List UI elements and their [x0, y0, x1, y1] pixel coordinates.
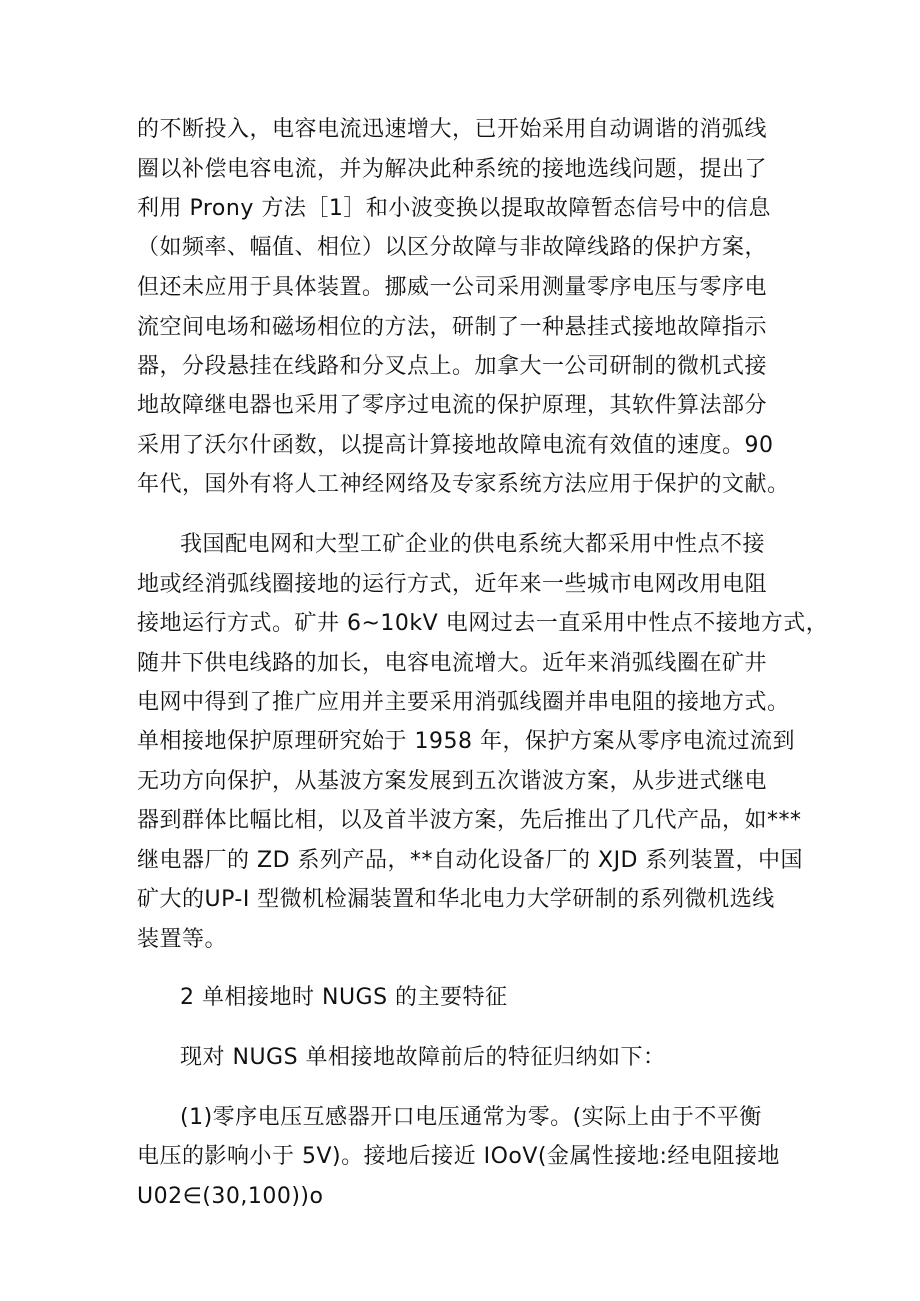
item-1-line-3: U02∈(30,100))o — [137, 1184, 324, 1209]
paragraph-2-line-1: 我国配电网和大型工矿企业的供电系统大都采用中性点不接 — [180, 532, 766, 557]
paragraph-2-line-5: 电网中得到了推广应用并主要采用消弧线圈并串电阻的接地方式。 — [137, 690, 790, 715]
paragraph-1-line-7: 器，分段悬挂在线路和分叉点上。加拿大一公司研制的微机式接 — [137, 354, 768, 379]
item-1-line-1: (1)零序电压互感器开口电压通常为零。(实际上由于不平衡 — [180, 1105, 762, 1130]
paragraph-2-line-10: 矿大的UP-I 型微机检漏装置和华北电力大学研制的系列微机选线 — [137, 887, 775, 912]
paragraph-2-line-9: 继电器厂的 ZD 系列产品，**自动化设备厂的 XJD 系列装置，中国 — [137, 848, 803, 873]
paragraph-2-line-7: 无功方向保护，从基波方案发展到五次谐波方案，从步进式继电 — [137, 769, 768, 794]
paragraph-1-line-10: 年代，国外有将人工神经网络及专家系统方法应用于保护的文献。 — [137, 472, 790, 497]
paragraph-1-line-3: 利用 Prony 方法［1］和小波变换以提取故障暂态信号中的信息 — [137, 196, 771, 221]
paragraph-1-line-1: 的不断投入，电容电流迅速增大，已开始采用自动调谐的消弧线 — [137, 117, 768, 142]
paragraph-2-line-2: 地或经消弧线圈接地的运行方式，近年来一些城市电网改用电阻 — [137, 572, 768, 597]
paragraph-2-line-11: 装置等。 — [137, 927, 228, 952]
paragraph-1-line-8: 地故障继电器也采用了零序过电流的保护原理，其软件算法部分 — [137, 393, 768, 418]
paragraph-1-line-2: 圈以补偿电容电流，并为解决此种系统的接地选线问题，提出了 — [137, 157, 768, 182]
item-1-line-2: 电压的影响小于 5V)。接地后接近 IOoV(金属性接地:经电阻接地 — [137, 1144, 780, 1169]
paragraph-1-line-6: 流空间电场和磁场相位的方法，研制了一种悬挂式接地故障指示 — [137, 315, 768, 340]
section-heading: 2 单相接地时 NUGS 的主要特征 — [180, 985, 508, 1010]
paragraph-1-line-5: 但还未应用于具体装置。挪威一公司采用测量零序电压与零序电 — [137, 275, 768, 300]
paragraph-2-line-4: 随井下供电线路的加长，电容电流增大。近年来消弧线圈在矿井 — [137, 651, 768, 676]
paragraph-2-line-6: 单相接地保护原理研究始于 1958 年，保护方案从零序电流过流到 — [137, 729, 795, 754]
paragraph-1-line-4: （如频率、幅值、相位）以区分故障与非故障线路的保护方案， — [137, 235, 768, 260]
paragraph-1-line-9: 采用了沃尔什函数，以提高计算接地故障电流有效值的速度。90 — [137, 433, 774, 458]
paragraph-2-line-3: 接地运行方式。矿井 6~10kV 电网过去一直采用中性点不接地方式， — [137, 611, 829, 636]
paragraph-2-line-8: 器到群体比幅比相，以及首半波方案，先后推出了几代产品，如*** — [137, 808, 802, 833]
intro-line: 现对 NUGS 单相接地故障前后的特征归纳如下： — [180, 1045, 666, 1070]
